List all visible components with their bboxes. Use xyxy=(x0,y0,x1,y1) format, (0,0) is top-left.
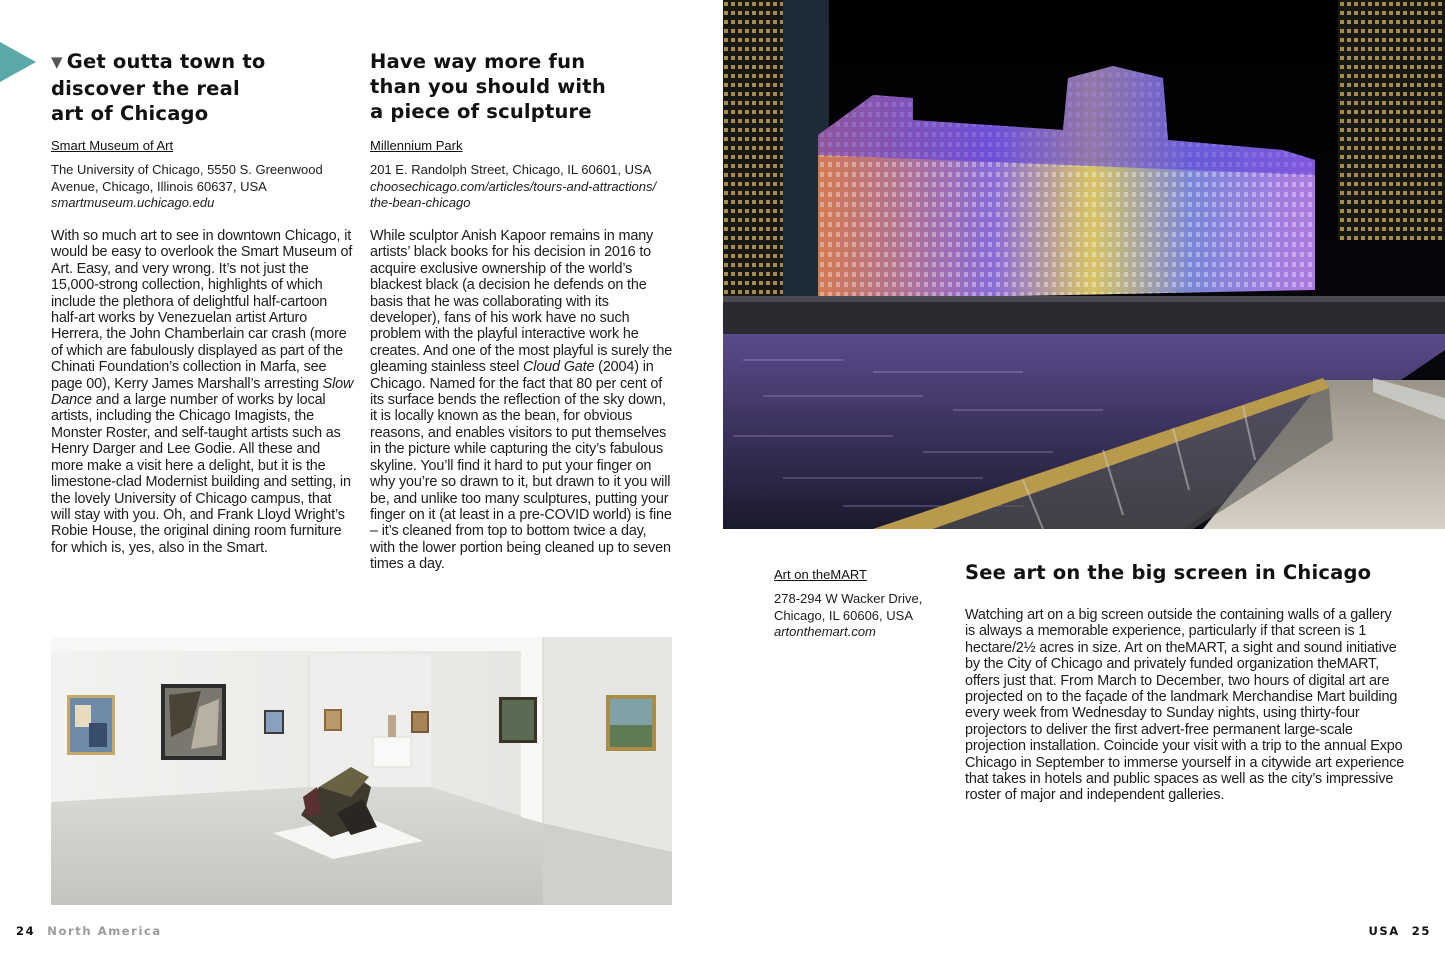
heading-line: discover the real xyxy=(51,77,240,100)
body-text: With so much art to see in downtown Chicago, it would be easy to overlook the Smart Museum of Art. Easy, and very wrong. It’s not just the 15,000-strong collection, highlights of which include the plethora of delightful half-cartoon half-art works by Venezuelan artist Arturo Herrera, the John Chamberlain car crash (more of which are fabulously displayed as part of the Chinati Foundation’s collection in Marfa, see page 00), Kerry James Marshall’s arresting xyxy=(51,228,353,392)
gallery-interior-photo xyxy=(51,637,672,905)
section-marker-arrow xyxy=(0,42,36,82)
venue-address xyxy=(370,162,680,212)
venue-address xyxy=(51,162,361,212)
address-line: Avenue, Chicago, Illinois 60637, USA xyxy=(51,178,267,194)
page-number: 25 xyxy=(1411,924,1431,938)
body-text: (2004) in Chicago. Named for the fact that 80 per cent of its surface bends the reflection of the sky down, it is locally known as the bean, for obvious reasons, and enables visitors to put themselves in the picture while capturing the city’s fabulous skyline. You’ll find it hard to put your finger on why you’re so drawn to it, but drawn to it you will be, and unlike too many sculptures, putting your finger on it (at least in a pre-COVID world) is fine – it’s cleaned from top to bottom twice a day, with the lower portion being cleaned up to seven times a day. xyxy=(370,359,672,573)
running-section-title: USA xyxy=(1368,924,1400,938)
article-heading-smart-museum xyxy=(51,49,351,126)
venue-name: Art on theMART xyxy=(774,567,867,582)
address-line: Chicago, IL 60606, USA xyxy=(774,607,913,623)
artwork-title: Cloud Gate xyxy=(523,359,595,376)
heading-line: Get outta town to xyxy=(66,50,266,73)
venue-website: choosechicago.com/articles/tours-and-attractions/ xyxy=(370,178,657,194)
venue-address xyxy=(774,591,954,641)
article-body xyxy=(51,228,354,556)
body-text: While sculptor Anish Kapoor remains in many artists’ black books for his decision in 2016 to acquire exclusive ownership of the world’s blackest black (a decision he defends on the basis that he was collaborating with its developer), fans of his work have no such problem with the playful interactive work he creates. And one of the most playful is surely the gleaming stainless steel xyxy=(370,228,673,376)
triangle-down-icon: ▼ xyxy=(51,53,63,71)
running-section-title: North America xyxy=(47,924,162,938)
venue-website: smartmuseum.uchicago.edu xyxy=(51,195,215,210)
merchandise-mart-night-photo xyxy=(723,0,1445,529)
address-line: 201 E. Randolph Street, Chicago, IL 60601, USA xyxy=(370,162,652,177)
address-line: 278-294 W Wacker Drive, xyxy=(774,591,923,606)
artwork-title: Slow Dance xyxy=(51,375,354,409)
body-text: and a large number of works by local artists, including the Chicago Imagists, the Monster Roster, and self-taught artists such as Henry Darger and Lee Godie. All these and more make a visit here a delight, but it is the limestone-clad Modernist building and setting, in the lovely University of Chicago campus, that will stay with you. Oh, and Frank Lloyd Wright’s Robie House, the original dining room furniture for which is, yes, also in the Smart. xyxy=(51,392,351,556)
page-number: 24 xyxy=(16,924,36,938)
footer-left xyxy=(16,924,162,938)
venue-name: Smart Museum of Art xyxy=(51,138,174,153)
venue-website: the-bean-chicago xyxy=(370,195,471,210)
heading-line: Have way more fun xyxy=(370,50,586,73)
article-body xyxy=(965,607,1405,804)
heading-line: a piece of sculpture xyxy=(370,100,592,123)
article-body xyxy=(370,228,674,573)
footer-right xyxy=(1368,924,1431,938)
heading-line: art of Chicago xyxy=(51,102,209,125)
body-text: Watching art on a big screen outside the containing walls of a gallery is always a memorable experience, particularly if that screen is 1 hectare/2½ acres in size. Art on theMART, a sight and sound initiative by the City of Chicago and privately funded organization theMART, offers just that. From March to December, two hours of digital art are projected on to the façade of the landmark Merchandise Mart building every week from Wednesday to Sunday nights, using thirty-four projectors to deliver the first advert-free permanent large-scale projection installation. Coincide your visit with a trip to the annual Expo Chicago in September to immerse yourself in a citywide art experience that takes in hotels and public spaces as well as the city’s impressive roster of major and independent galleries. xyxy=(965,607,1405,804)
article-heading-art-on-the-mart: See art on the big screen in Chicago xyxy=(965,561,1372,584)
heading-line: than you should with xyxy=(370,75,606,98)
venue-name: Millennium Park xyxy=(370,138,463,153)
address-line: The University of Chicago, 5550 S. Greenwood xyxy=(51,162,323,177)
venue-website: artonthemart.com xyxy=(774,624,876,639)
article-heading-millennium-park xyxy=(370,49,670,124)
